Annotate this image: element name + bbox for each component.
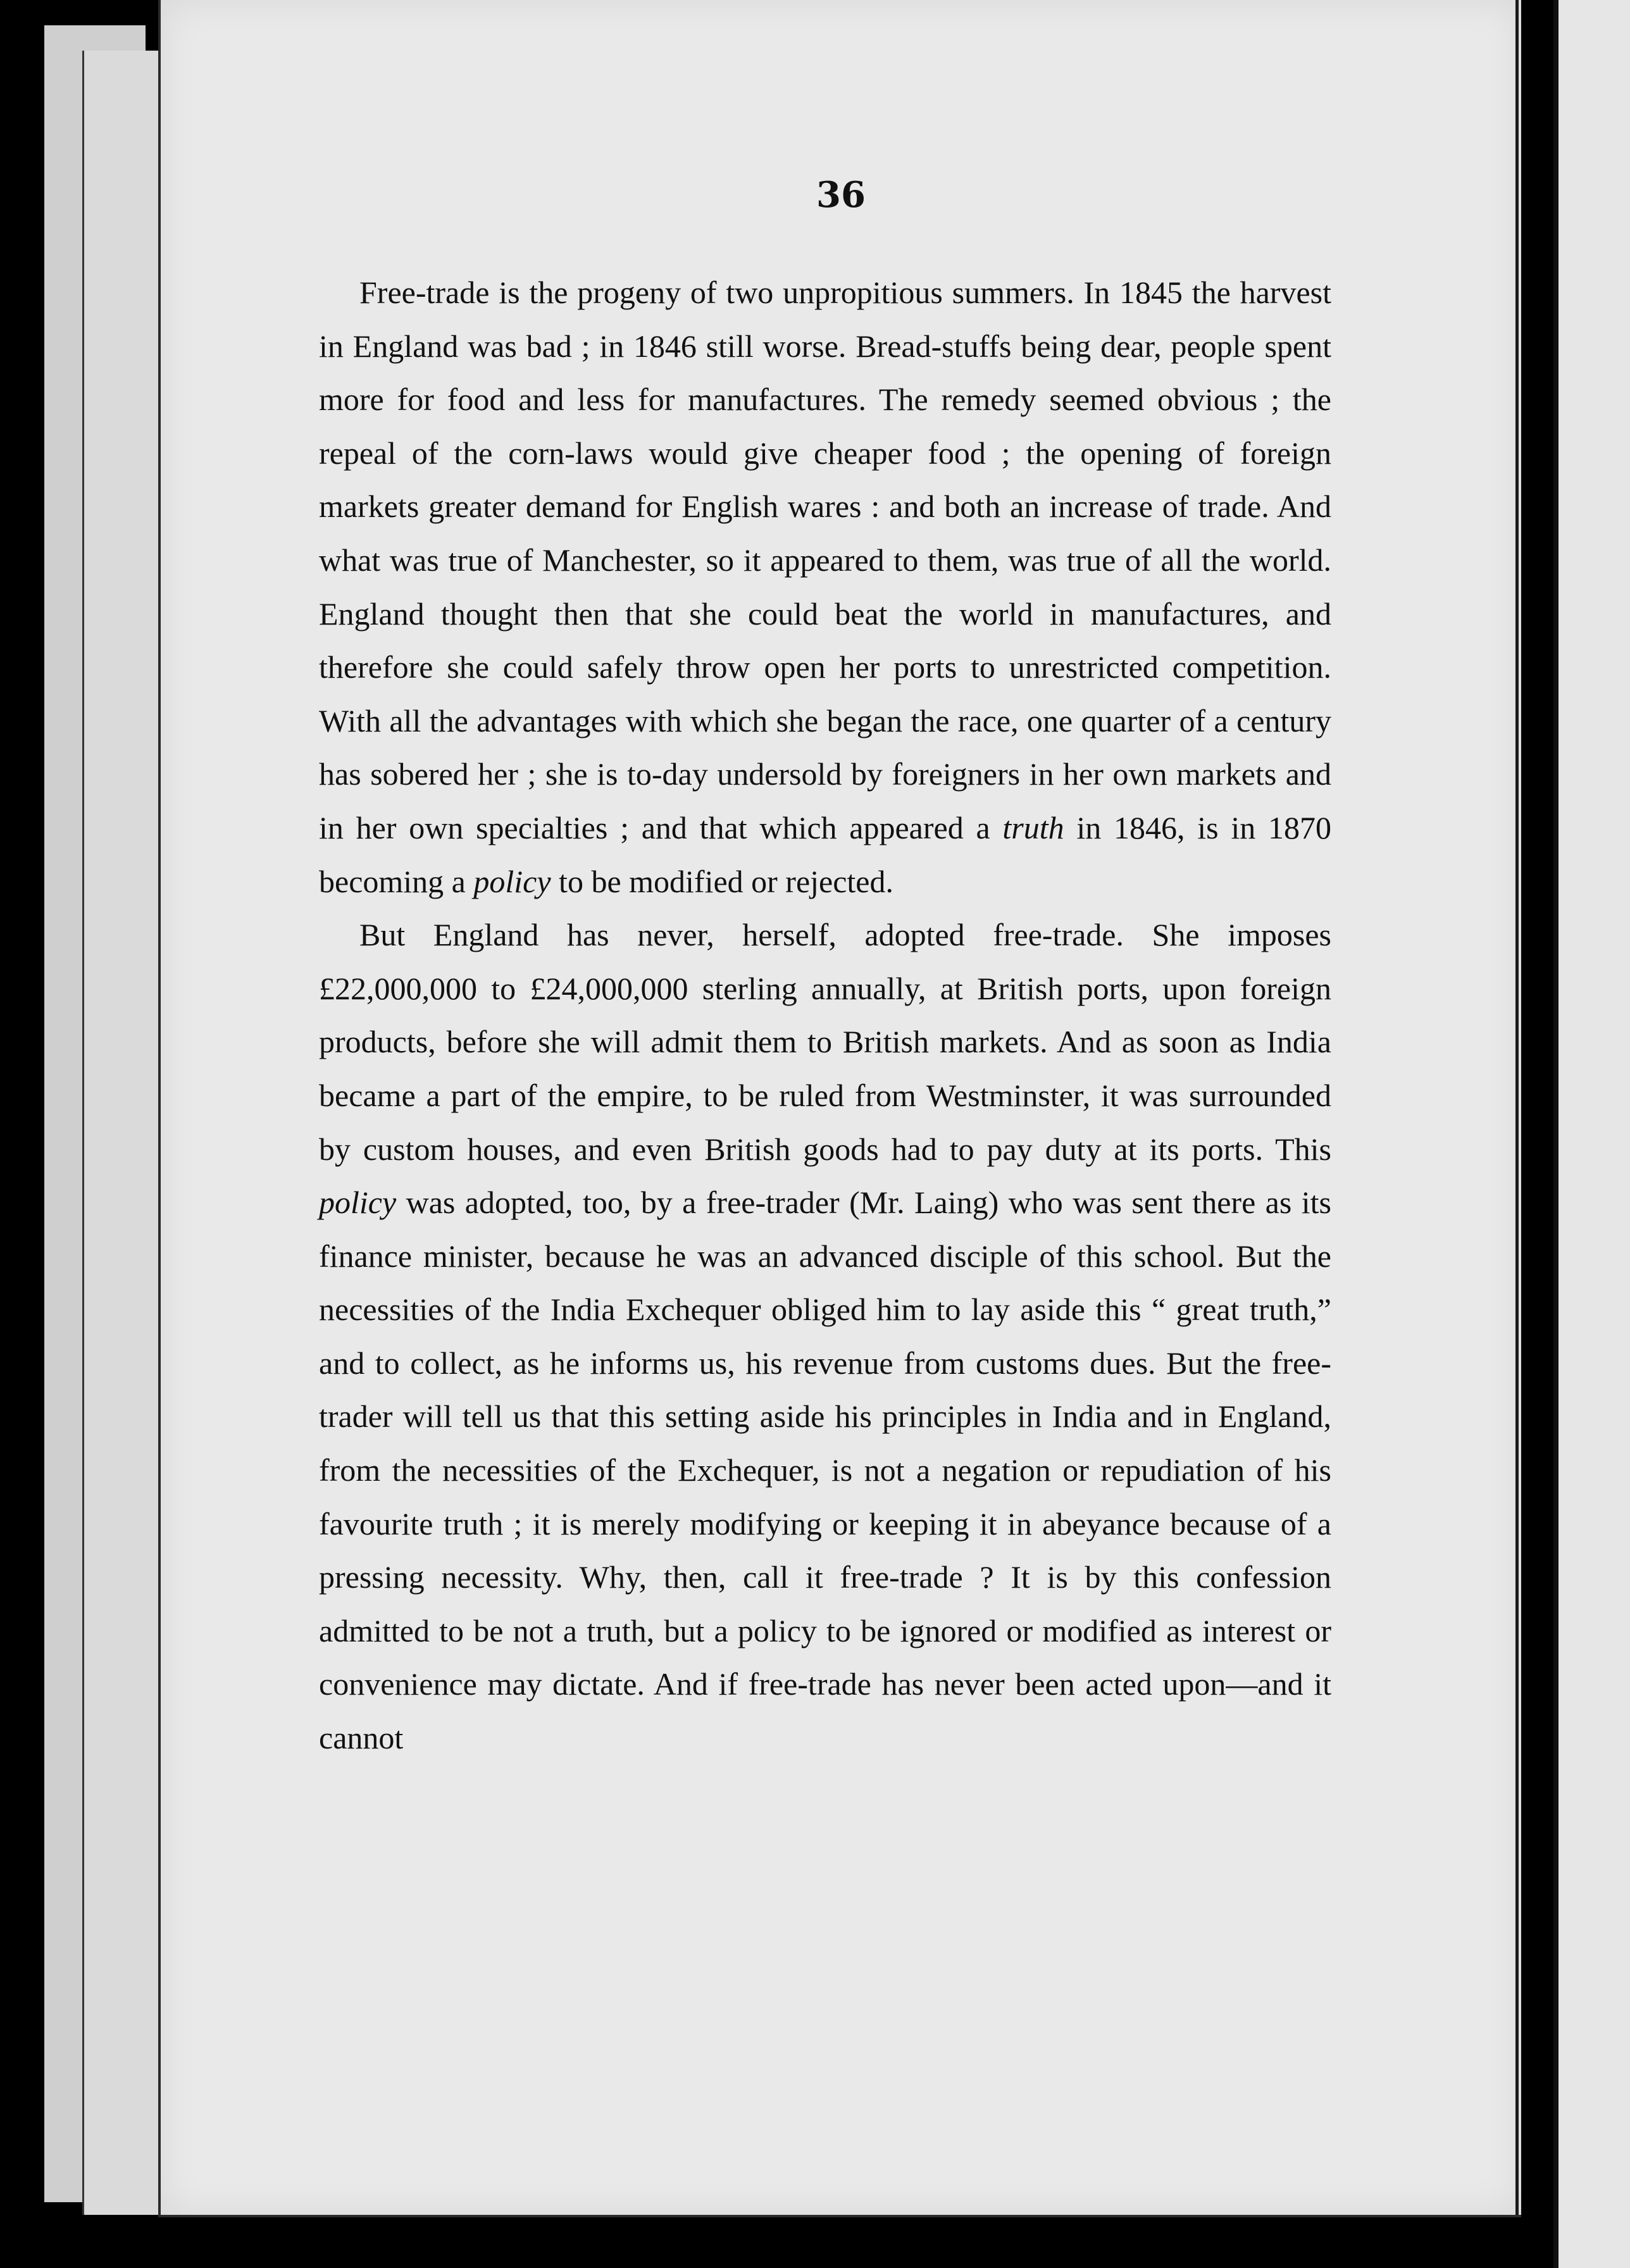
text-run: But England has never, herself, adopted free-trade. She imposes £22,000,000 to £24,000,000 sterling annually, at British ports, upon foreign products, before she will admit them to British markets. And as soon as India became a part of the empire, to be ruled from Westminster, it was surrounded by custom houses, and even British goods had to pay duty at its ports. This [319, 917, 1331, 1167]
italic-text-run: policy [319, 1185, 397, 1221]
body-text [319, 266, 1331, 1765]
text-run: in 1846, is in 1870 becoming a [319, 809, 1331, 899]
adjacent-page-edge [1553, 0, 1630, 2268]
page-fold-shadow [1515, 0, 1519, 2215]
text-run: Free-trade is the progeny of two unpropitious summers. In 1845 the harvest in England was bad ; in 1846 still worse. Bread-stuffs being dear, people spent more for food and less for manufactures. The remedy seemed obvious ; the repeal of the corn-laws would give cheaper food ; the opening of foreign markets greater demand for English wares : and both an increase of trade. And what was true of Manchester, so it appeared to them, was true of all the world. England thought then that she could beat the world in manufactures, and therefore she could safely throw open her ports to unrestricted competition. With all the advantages with which she began the race, one quarter of a century has sobered her ; she is to-day undersold by foreigners in her own markets and in her own specialties ; and that which appeared a [319, 275, 1331, 845]
italic-text-run: truth [1002, 809, 1064, 845]
paragraph [319, 908, 1331, 1765]
italic-text-run: policy [473, 863, 551, 899]
text-run: to be modified or rejected. [551, 863, 894, 899]
text-run: was adopted, too, by a free-trader (Mr. Laing) who was sent there as its finance minister, because he was an advanced disciple of this school. But the necessities of the India Exchequer obliged him to lay aside this “ great truth,” and to collect, as he informs us, his revenue from customs dues. But the free-trader will tell us that this setting aside his principles in India and in England, from the necessities of the Exchequer, is not a negation or repudiation of his favourite truth ; it is merely modifying or keeping it in abeyance because of a pressing necessity. Why, then, call it free-trade ? It is by this confession admitted to be not a truth, but a policy to be ignored or modified as interest or convenience may dictate. And if free-trade has never been acted upon—and it cannot [319, 1185, 1331, 1756]
page-number: 36 [816, 174, 866, 216]
paragraph [319, 266, 1331, 908]
book-page [158, 0, 1521, 2217]
